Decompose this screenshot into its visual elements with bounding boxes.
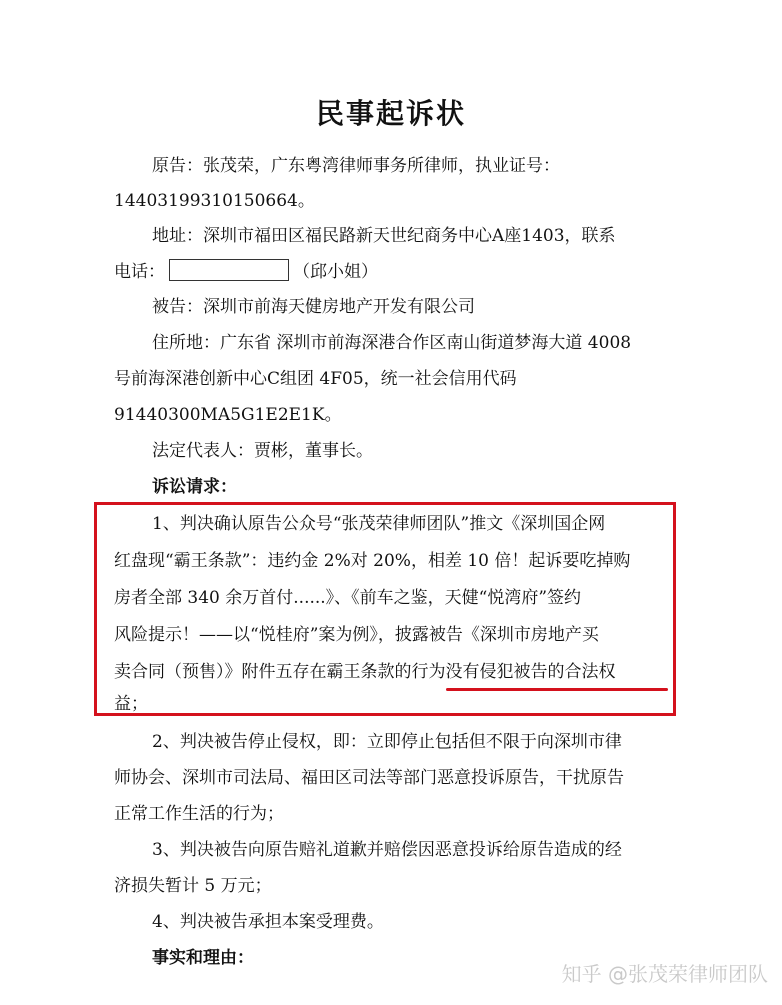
claim3-line-1: 3、判决被告向原告赔礼道歉并赔偿因恶意投诉给原告造成的经	[152, 840, 622, 860]
address-line-1: 地址：深圳市福田区福民路新天世纪商务中心A座1403，联系	[152, 226, 616, 246]
claim1-line-5: 卖合同（预售）》附件五存在霸王条款的行为没有侵犯被告的合法权	[114, 662, 616, 682]
claim4-line: 4、判决被告承担本案受理费。	[152, 912, 384, 932]
facts-heading: 事实和理由：	[152, 948, 254, 968]
claim1-line-2: 红盘现“霸王条款”：违约金 2%对 20%，相差 10 倍！起诉要吃掉购	[114, 551, 631, 571]
document-title: 民事起诉状	[315, 97, 466, 130]
legal-rep-line: 法定代表人：贾彬，董事长。	[152, 441, 373, 461]
plaintiff-line-2: 14403199310150664。	[114, 191, 315, 211]
claim1-line-3: 房者全部 340 余万首付......》、《前车之鉴，天健“悦湾府”签约	[114, 588, 582, 608]
claim1-line-1: 1、判决确认原告公众号“张茂荣律师团队”推文《深圳国企网	[152, 514, 606, 534]
watermark: 知乎 @张茂荣律师团队	[561, 962, 768, 986]
plaintiff-line-1: 原告：张茂荣，广东粤湾律师事务所律师，执业证号：	[152, 156, 560, 176]
contact-name: （邱小姐）	[293, 262, 378, 282]
claim2-line-2: 师协会、深圳市司法局、福田区司法等部门恶意投诉原告，干扰原告	[114, 768, 624, 788]
phone-line	[114, 259, 378, 284]
defendant-line: 被告：深圳市前海天健房地产开发有限公司	[152, 297, 475, 317]
claim2-line-3: 正常工作生活的行为；	[114, 804, 284, 824]
residence-line-3: 91440300MA5G1E2E1K。	[114, 405, 342, 425]
redacted-phone-box	[169, 259, 289, 281]
phone-label: 电话：	[114, 262, 165, 282]
claim2-line-1: 2、判决被告停止侵权，即：立即停止包括但不限于向深圳市律	[152, 732, 622, 752]
claim1-line-6: 益；	[114, 694, 148, 714]
claim1-line-4: 风险提示！——以“悦桂府”案为例》，披露被告《深圳市房地产买	[114, 625, 599, 645]
claims-heading: 诉讼请求：	[152, 477, 237, 497]
residence-line-1: 住所地：广东省 深圳市前海深港合作区南山街道梦海大道 4008	[152, 333, 632, 353]
red-underline	[446, 688, 668, 691]
claim3-line-2: 济损失暂计 5 万元；	[114, 876, 272, 896]
residence-line-2: 号前海深港创新中心C组团 4F05，统一社会信用代码	[114, 369, 517, 389]
